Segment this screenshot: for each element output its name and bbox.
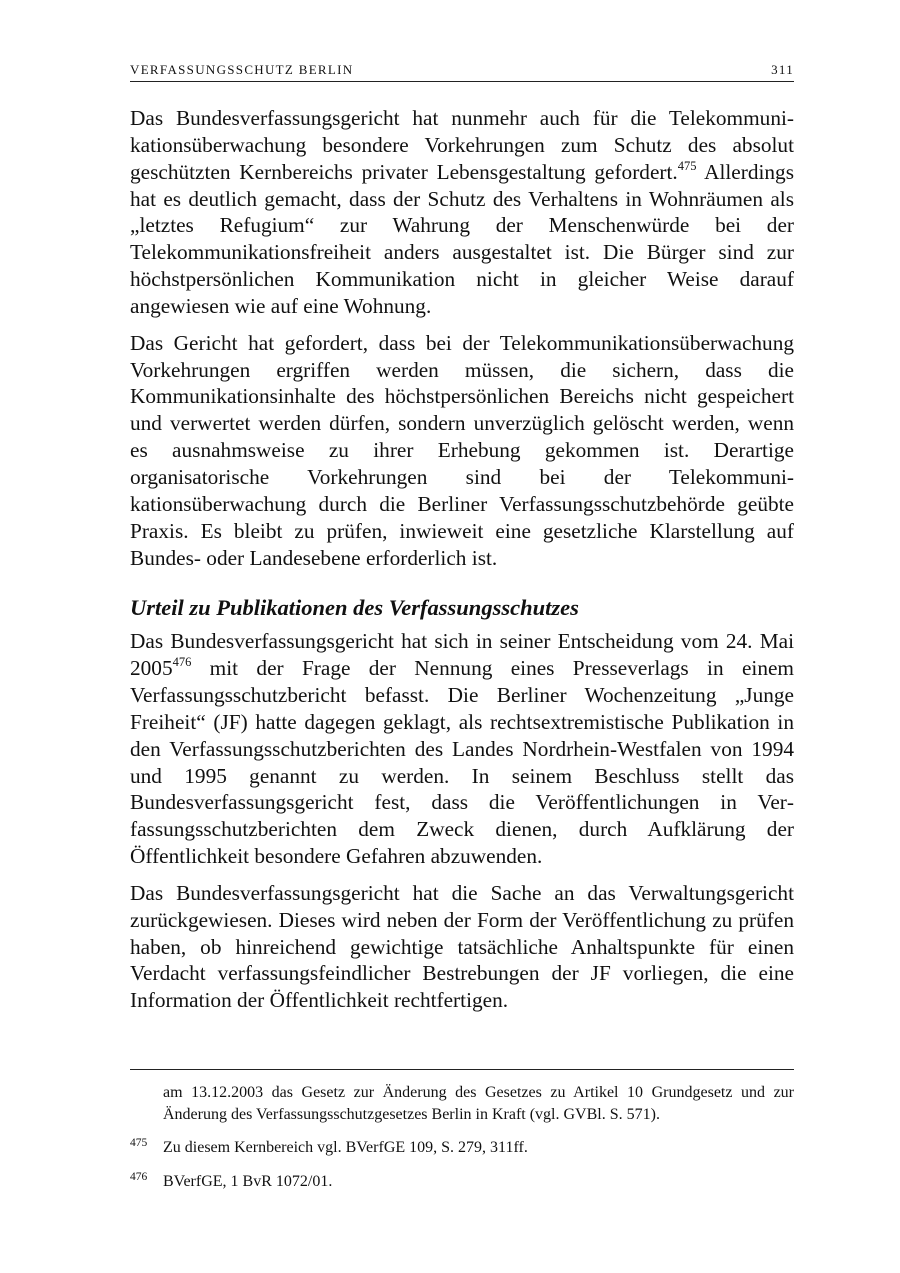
paragraph-1-text-b: Allerdings hat es deutlich gemacht, dass der Schutz des Verhaltens in Wohnräumen als „letztes Refugium“ zur Wahrung der Menschenwürde bei der Telekommunikationsfreiheit anders ausgestaltet ist. Die Bürger sind zur höchstpersönlichen Kommunikation nicht in gleicher Weise darauf angewiesen wie auf eine Wohnung. (130, 159, 794, 318)
paragraph-4: Das Bundesverfassungsgericht hat die Sache an das Verwaltungsgericht zurückgewiesen. Dieses wird neben der Form der Veröffentlichung zu prüfen haben, ob hinreichend gewichtige tatsächliche Anhaltspunkte für einen Verdacht verfassungsfeindlicher Bestrebungen der JF vorliegen, die eine Information der Öffentlichkeit rechtfertigen. (130, 880, 794, 1013)
body-text (130, 105, 794, 1024)
footnote-text: am 13.12.2003 das Gesetz zur Änderung des Gesetzes zu Artikel 10 Grundgesetz und zur Änderung des Verfassungsschutzgesetzes Berlin in Kraft (vgl. GVBl. S. 571). (163, 1084, 794, 1123)
footnote-ref-475[interactable]: 475 (677, 158, 697, 173)
footnote-number: 475 (130, 1137, 148, 1149)
footnote-number: 476 (130, 1170, 148, 1183)
page-number: 311 (771, 62, 794, 77)
paragraph-3-text-a: Das Bundesverfassungsgericht hat sich in seiner Entscheidung vom 24. Mai 2005 (130, 629, 794, 681)
paragraph-2: Das Gericht hat gefordert, dass bei der Telekommunikationsüberwachung Vorkehrungen ergriffen werden müssen, die sichern, dass die Kommunikationsinhalte des höchstpersönlichen Bereichs nicht gespeichert und verwertet werden dürfen, sondern unverzüglich gelöscht werden, wenn es ausnahmsweise zu ihrer Erhebung gekommen ist. Derartige organisatorische Vorkehrungen sind bei der Telekommunikationsüberwachung durch die Berliner Verfassungsschutzbehörde geübte Praxis. Es bleibt zu prüfen, inwieweit eine gesetzliche Klarstellung auf Bundes- oder Landesebene erforderlich ist. (130, 330, 794, 570)
footnote-rule (130, 1069, 794, 1070)
footnote-475 (130, 1137, 794, 1159)
footnote-ref-476[interactable]: 476 (172, 655, 192, 670)
footnote-continued (130, 1082, 794, 1125)
paragraph-1 (130, 105, 794, 320)
paragraph-1-text-a: Das Bundesverfassungsgericht hat nunmehr auch für die Telekommunikationsüberwachung besondere Vorkehrungen zum Schutz des absolut geschützten Kernbereichs privater Lebensgestaltung gefordert. (130, 106, 794, 184)
paragraph-3-text-b: mit der Frage der Nennung eines Presseverlags in einem Verfassungsschutzbericht befasst. Die Berliner Wochenzeitung „Junge Freiheit“ (JF) hatte dagegen geklagt, als rechtsextremistische Publikation in den Verfassungsschutzberichten des Landes Nordrhein-Westfalen von 1994 und 1995 genannt zu werden. In seinem Beschluss stellt das Bundesverfassungsgericht fest, dass die Veröffentlichungen in Verfassungsschutzberichten dem Zweck dienen, durch Aufklärung der Öffentlichkeit besondere Gefahren abzuwenden. (130, 656, 794, 869)
running-head-title: VERFASSUNGSSCHUTZ BERLIN (130, 62, 354, 77)
footnote-text: BVerfGE, 1 BvR 1072/01. (163, 1172, 333, 1190)
footnote-476 (130, 1171, 794, 1193)
footnote-text: Zu diesem Kernbereich vgl. BVerfGE 109, S. 279, 311ff. (163, 1139, 528, 1156)
footnotes (130, 1082, 794, 1204)
section-heading: Urteil zu Publikationen des Verfassungsschutzes (130, 595, 579, 621)
header-rule (130, 81, 794, 82)
paragraph-3 (130, 628, 794, 870)
